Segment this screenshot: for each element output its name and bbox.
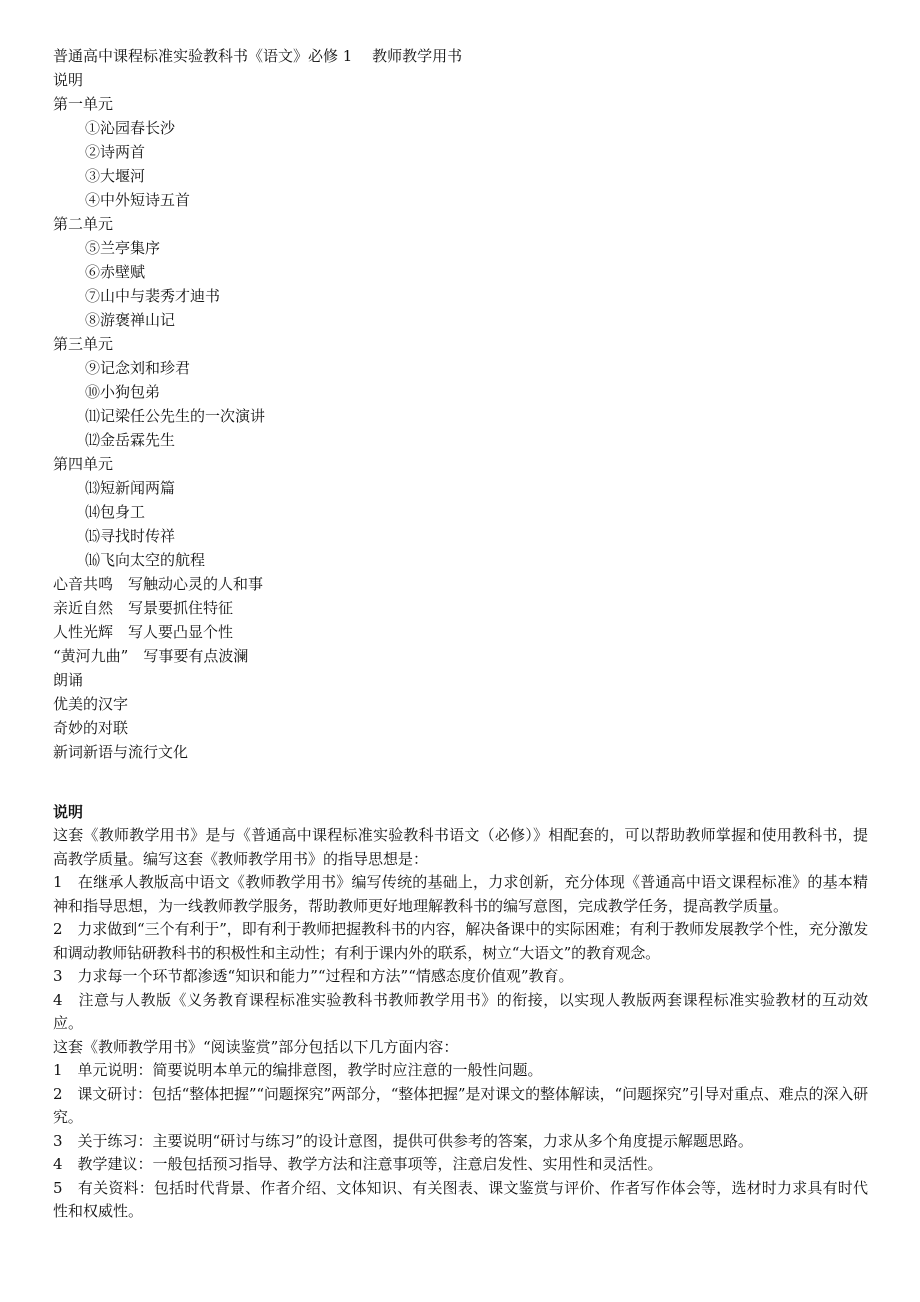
toc-item: ⑥赤壁赋 — [85, 263, 146, 281]
toc-item: 新词新语与流行文化 — [53, 743, 189, 761]
toc-item: ⒁包身工 — [85, 503, 146, 521]
intro-paragraph: 2 力求做到“三个有利于”，即有利于教师把握教科书的内容，解决备课中的实际困难；有利于教师发展教学个性，充分激发和调动教师钻研教科书的积极性和主动性；有利于课内外的联系，树立“大语文”的教育观念。 — [53, 920, 868, 962]
toc-item: ①沁园春长沙 — [85, 119, 176, 137]
intro-paragraph: 这套《教师教学用书》是与《普通高中课程标准实验教科书语文（必修）》相配套的，可以帮助教师掌握和使用教科书，提高教学质量。编写这套《教师教学用书》的指导思想是： — [53, 826, 868, 868]
intro-paragraph: 4 教学建议：一般包括预习指导、教学方法和注意事项等，注意启发性、实用性和灵活性。 — [53, 1155, 663, 1173]
toc-title: 普通高中课程标准实验教科书《语文》必修 1 教师教学用书 — [53, 47, 463, 65]
toc-item: ⒃飞向太空的航程 — [85, 551, 206, 569]
toc-unit-heading: 第三单元 — [53, 335, 114, 353]
toc-item: ⒂寻找时传祥 — [85, 527, 176, 545]
toc-unit-heading: 第二单元 — [53, 215, 114, 233]
toc-item: ⑿金岳霖先生 — [85, 431, 176, 449]
intro-paragraph: 这套《教师教学用书》“阅读鉴赏”部分包括以下几方面内容： — [53, 1037, 459, 1056]
section-spacer — [53, 764, 868, 800]
toc-item: ②诗两首 — [85, 143, 146, 161]
intro-heading: 说明 — [53, 803, 84, 821]
toc-item: ⑨记念刘和珍君 — [85, 359, 191, 377]
toc-item: 亲近自然 写景要抓住特征 — [53, 599, 234, 617]
intro-section — [53, 800, 868, 1224]
toc-item: ⑾记梁任公先生的一次演讲 — [85, 407, 266, 425]
table-of-contents — [53, 68, 868, 764]
toc-unit-heading: 第一单元 — [53, 95, 114, 113]
toc-item: ⒀短新闻两篇 — [85, 479, 176, 497]
toc-item: 说明 — [53, 71, 84, 89]
intro-paragraph: 4 注意与人教版《义务教育课程标准实验教科书教师教学用书》的衔接，以实现人教版两套课程标准实验教材的互动效应。 — [53, 990, 868, 1032]
intro-paragraph: 3 关于练习：主要说明“研讨与练习”的设计意图，提供可供参考的答案，力求从多个角度提示解题思路。 — [53, 1131, 753, 1150]
intro-paragraph: 1 单元说明：简要说明本单元的编排意图，教学时应注意的一般性问题。 — [53, 1061, 543, 1079]
toc-item: ⑤兰亭集序 — [85, 239, 161, 257]
intro-paragraph: 2 课文研讨：包括“整体把握”“问题探究”两部分，“整体把握”是对课文的整体解读，“问题探究”引导对重点、难点的深入研究。 — [53, 1084, 868, 1126]
toc-item: 人性光辉 写人要凸显个性 — [53, 623, 234, 641]
toc-item: “黄河九曲” 写事要有点波澜 — [53, 647, 249, 665]
toc-item: ⑩小狗包弟 — [85, 383, 161, 401]
toc-item: ⑦山中与裴秀才迪书 — [85, 287, 221, 305]
intro-paragraph: 1 在继承人教版高中语文《教师教学用书》编写传统的基础上，力求创新，充分体现《普通高中语文课程标准》的基本精神和指导思想，为一线教师教学服务，帮助教师更好地理解教科书的编写意图，完成教学任务，提高教学质量。 — [53, 873, 868, 915]
intro-paragraph: 5 有关资料：包括时代背景、作者介绍、文体知识、有关图表、课文鉴赏与评价、作者写作体会等，选材时力求具有时代性和权威性。 — [53, 1178, 868, 1220]
toc-item: ⑧游褒禅山记 — [85, 311, 176, 329]
toc-item: ④中外短诗五首 — [85, 191, 191, 209]
toc-item: 朗诵 — [53, 671, 84, 689]
toc-item: 心音共鸣 写触动心灵的人和事 — [53, 575, 264, 593]
toc-item: 奇妙的对联 — [53, 719, 129, 737]
toc-item: ③大堰河 — [85, 167, 146, 185]
toc-unit-heading: 第四单元 — [53, 455, 114, 473]
intro-paragraph: 3 力求每一个环节都渗透“知识和能力”“过程和方法”“情感态度价值观”教育。 — [53, 967, 574, 985]
toc-item: 优美的汉字 — [53, 695, 129, 713]
